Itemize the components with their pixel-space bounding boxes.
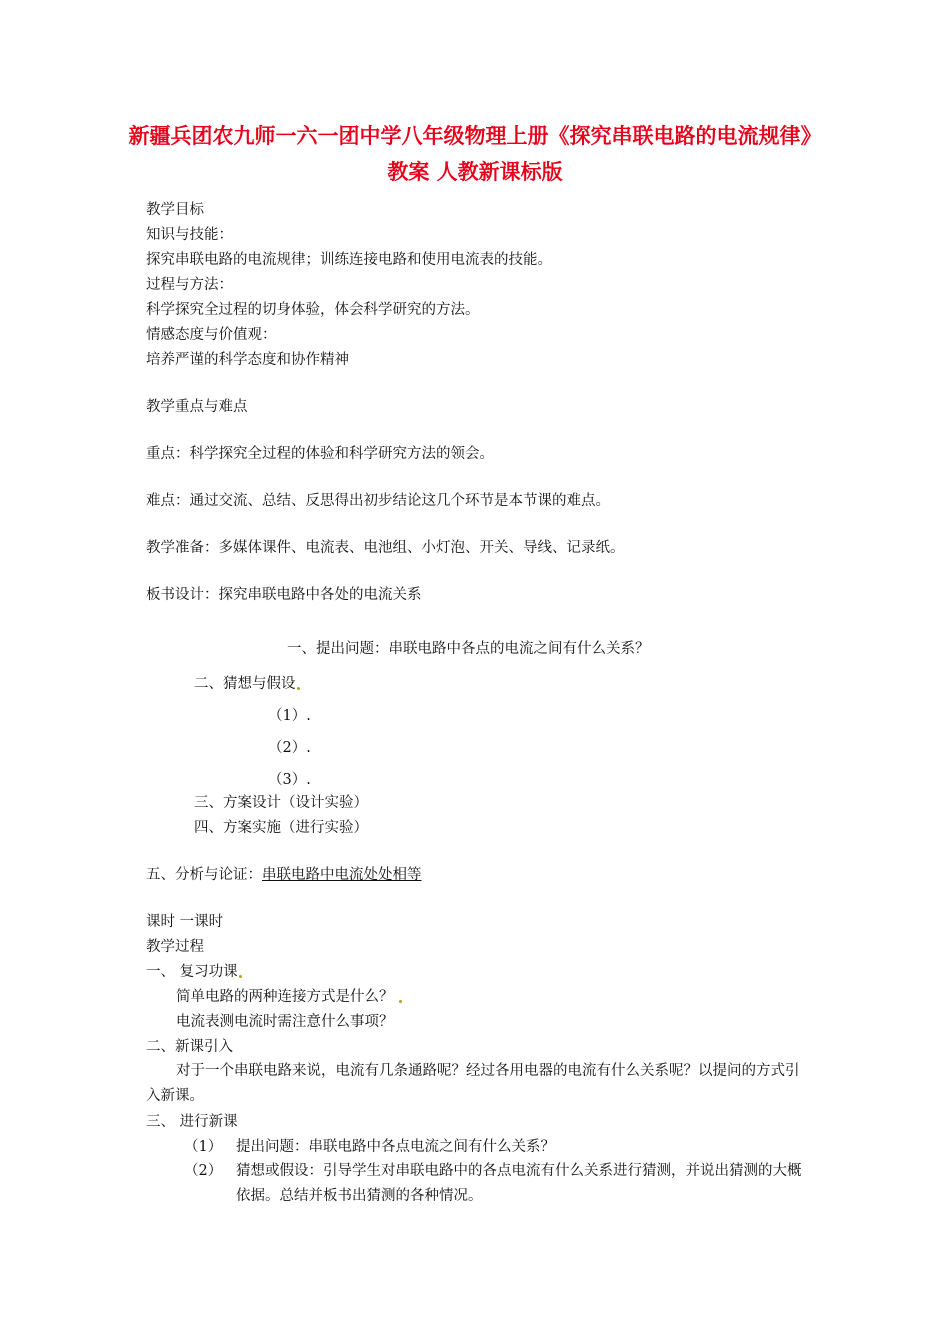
knowledge-label: 知识与技能： (146, 227, 233, 243)
emotion-text: 培养严谨的科学态度和协作精神 (146, 352, 349, 368)
process-label: 过程与方法： (146, 277, 233, 293)
lesson-item-2-text: 猜想或假设：引导学生对串联电路中的各点电流有什么关系进行猜测，并说出猜测的大概依据。总结并板书出猜测的各种情况。 (236, 1163, 802, 1204)
board-step-2 (194, 673, 300, 695)
mark-dot (239, 975, 242, 978)
review-heading (146, 961, 242, 983)
guess-2: （2）. (268, 740, 311, 756)
mark-dot (297, 687, 300, 690)
intro-text: 对于一个串联电路来说，电流有几条通路呢？经过各用电器的电流有什么关系呢？以提问的方式引入新课。 (146, 1063, 800, 1104)
guess-1: （1）. (268, 708, 311, 724)
preparation: 教学准备：多媒体课件、电流表、电池组、小灯泡、开关、导线、记录纸。 (146, 540, 625, 556)
board-step-5-conclusion: 串联电路中电流处处相等 (262, 867, 422, 883)
objectives-heading: 教学目标 (146, 202, 204, 218)
board-step-4: 四、方案实施（进行实验） (194, 820, 368, 836)
key-points-heading: 教学重点与难点 (146, 399, 248, 415)
document-title: 新疆兵团农九师一六一团中学八年级物理上册《探究串联电路的电流规律》教案 人教新课标版 (128, 124, 822, 184)
guess-3: （3）. (268, 772, 311, 788)
board-step-5-label: 五、分析与论证： (146, 867, 262, 883)
lesson-item-2 (184, 1159, 810, 1209)
new-lesson-heading: 三、 进行新课 (146, 1114, 238, 1130)
board-step-1: 一、提出问题：串联电路中各点的电流之间有什么关系？ (287, 641, 650, 657)
board-step-2-text: 二、猜想与假设 (194, 676, 296, 692)
class-hours: 课时 一课时 (146, 914, 224, 930)
lesson-item-2-number: （2） (184, 1163, 223, 1179)
lesson-item-1-number: （1） (184, 1139, 223, 1155)
board-design: 板书设计：探究串联电路中各处的电流关系 (146, 587, 422, 603)
mark-dot (399, 1000, 402, 1003)
process-heading: 教学过程 (146, 939, 204, 955)
lesson-item-1 (184, 1136, 555, 1158)
review-question-1-text: 简单电路的两种连接方式是什么？ (176, 989, 394, 1005)
board-step-3: 三、方案设计（设计实验） (194, 795, 368, 811)
knowledge-text: 探究串联电路的电流规律；训练连接电路和使用电流表的技能。 (146, 252, 552, 268)
key-point: 重点：科学探究全过程的体验和科学研究方法的领会。 (146, 446, 494, 462)
process-text: 科学探究全过程的切身体验，体会科学研究的方法。 (146, 302, 480, 318)
emotion-label: 情感态度与价值观： (146, 327, 277, 343)
review-question-1 (176, 986, 402, 1008)
intro-heading: 二、新课引入 (146, 1039, 233, 1055)
review-heading-text: 一、 复习功课 (146, 964, 238, 980)
board-step-5 (146, 864, 422, 886)
review-question-2: 电流表测电流时需注意什么事项？ (176, 1014, 394, 1030)
difficult-point: 难点：通过交流、总结、反思得出初步结论这几个环节是本节课的难点。 (146, 493, 610, 509)
lesson-item-1-text: 提出问题：串联电路中各点电流之间有什么关系？ (236, 1139, 555, 1155)
